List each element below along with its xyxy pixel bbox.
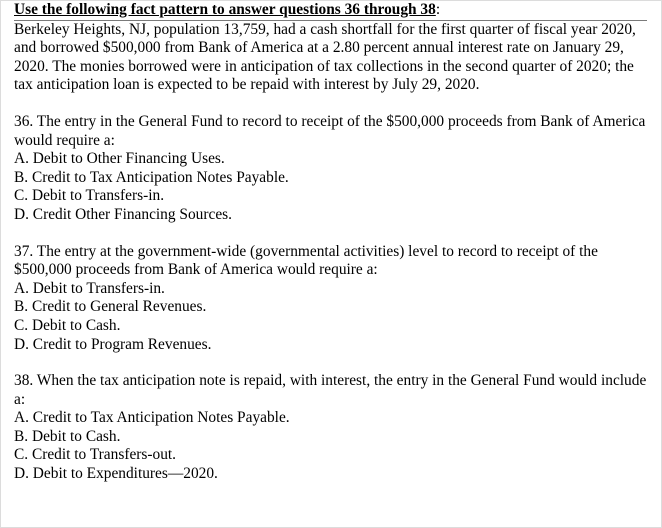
question-37-option-a: A. Debit to Transfers-in. <box>14 279 165 297</box>
question-36-option-d: D. Credit Other Financing Sources. <box>14 205 232 223</box>
question-36 <box>14 113 647 225</box>
question-37-option-d: D. Credit to Program Revenues. <box>14 335 212 353</box>
fact-pattern-header <box>14 1 647 21</box>
question-38-stem: 38. When the tax anticipation note is repaid, with interest, the entry in the General Fund would include a: <box>14 372 647 408</box>
question-37 <box>14 243 647 355</box>
fact-pattern-text: Berkeley Heights, NJ, population 13,759, had a cash shortfall for the first quarter of fiscal year 2020, and borrowed $500,000 from Bank of America at a 2.80 percent annual interest rate on January 29, 2020. The monies borrowed were in anticipation of tax collections in the second quarter of 2020; the tax anticipation loan is expected to be repaid with interest by July 29, 2020. <box>14 20 636 94</box>
question-37-option-c: C. Debit to Cash. <box>14 316 121 334</box>
question-37-option-b: B. Credit to General Revenues. <box>14 298 207 316</box>
question-36-option-b: B. Credit to Tax Anticipation Notes Payable. <box>14 168 289 186</box>
question-38-option-c: C. Credit to Transfers-out. <box>14 446 177 464</box>
question-36-option-a: A. Debit to Other Financing Uses. <box>14 150 225 168</box>
question-36-stem: 36. The entry in the General Fund to record to receipt of the $500,000 proceeds from Bank of America would require a: <box>14 112 646 149</box>
header-title-suffix: : <box>435 1 441 18</box>
question-38-option-a: A. Credit to Tax Anticipation Notes Payable. <box>14 409 290 427</box>
question-38-option-b: B. Debit to Cash. <box>14 427 121 445</box>
header-title: Use the following fact pattern to answer questions 36 through 38 <box>14 1 436 18</box>
question-37-stem: 37. The entry at the government-wide (governmental activities) level to record to receipt of the $500,000 proceeds from Bank of America would require a: <box>14 242 598 279</box>
question-38 <box>14 372 647 484</box>
question-36-option-c: C. Debit to Transfers-in. <box>14 187 165 205</box>
question-38-option-d: D. Debit to Expenditures—2020. <box>14 465 218 483</box>
